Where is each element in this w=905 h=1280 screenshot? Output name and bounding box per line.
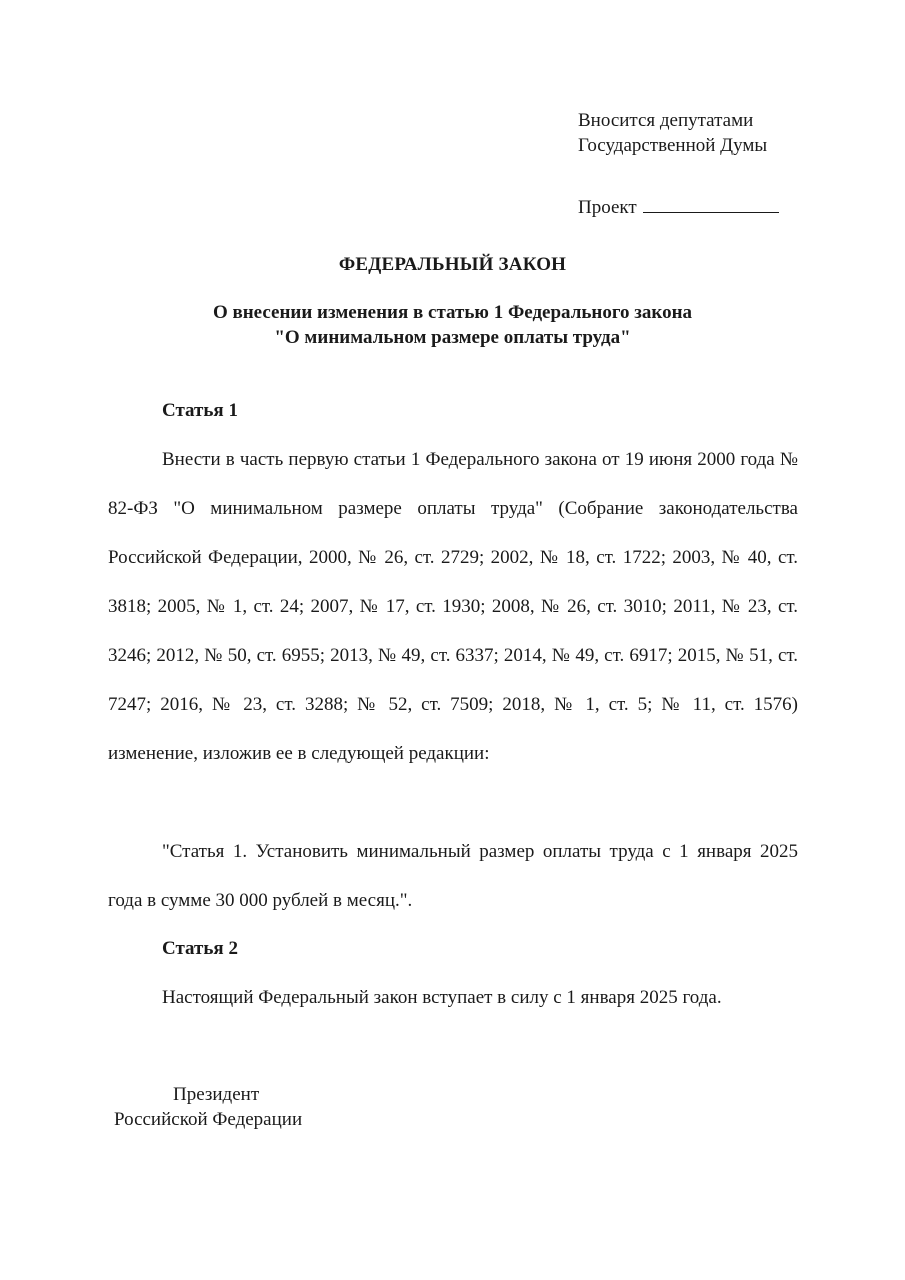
- law-subtitle: [0, 300, 905, 350]
- project-label-block: [578, 195, 779, 220]
- article-2-heading: Статья 2: [162, 938, 238, 959]
- introduced-by-line-2: Государственной Думы: [578, 135, 768, 156]
- signature-title-line-2: Российской Федерации: [114, 1109, 303, 1130]
- introduced-by-block: [578, 108, 767, 158]
- article-1-heading: Статья 1: [162, 400, 238, 421]
- article-2-paragraph-1: Настоящий Федеральный закон вступает в силу с 1 января 2025 года.: [162, 987, 722, 1008]
- signature-block: [114, 1082, 302, 1132]
- law-subtitle-line-2: "О минимальном размере оплаты труда": [274, 327, 631, 348]
- introduced-by-line-1: Вносится депутатами: [578, 110, 754, 131]
- signature-title-line-1: Президент: [173, 1084, 260, 1105]
- law-title: ФЕДЕРАЛЬНЫЙ ЗАКОН: [338, 254, 567, 275]
- project-number-blank-line: [643, 196, 779, 213]
- project-label: Проект: [578, 197, 637, 218]
- article-1-paragraph-1: Внести в часть первую статьи 1 Федерального закона от 19 июня 2000 года № 82-ФЗ "О минимальном размере оплаты труда" (Собрание законодательства Российской Федерации, 2000, № 26, ст. 2729; 2002, № 18, ст. 1722; 2003, № 40, ст. 3818; 2005, № 1, ст. 24; 2007, № 17, ст. 1930; 2008, № 26, ст. 3010; 2011, № 23, ст. 3246; 2012, № 50, ст. 6955; 2013, № 49, ст. 6337; 2014, № 49, ст. 6917; 2015, № 51, ст. 7247; 2016, № 23, ст. 3288; № 52, ст. 7509; 2018, № 1, ст. 5; № 11, ст. 1576) изменение, изложив ее в следующей редакции:: [108, 449, 798, 764]
- law-subtitle-line-1: О внесении изменения в статью 1 Федерального закона: [212, 302, 693, 323]
- article-1-paragraph-2: "Статья 1. Установить минимальный размер оплаты труда с 1 января 2025 года в сумме 30 000 рублей в месяц.".: [108, 841, 798, 911]
